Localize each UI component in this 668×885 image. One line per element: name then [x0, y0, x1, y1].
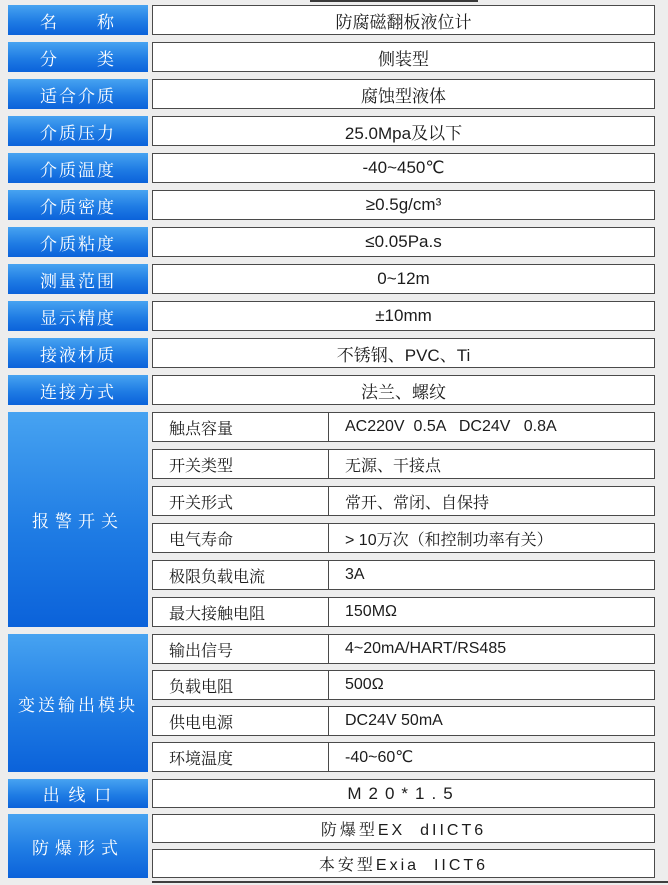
alarm-switch-group	[8, 412, 655, 627]
transmitter-module-group	[8, 634, 655, 772]
row-label: 名 称	[8, 5, 148, 35]
table-row-measuring-range	[8, 264, 655, 294]
group-label: 报警开关	[8, 412, 148, 627]
row-label: 介质密度	[8, 190, 148, 220]
subrow-value: > 10万次（和控制功率有关）	[345, 531, 553, 549]
row-value: 25.0Mpa及以下	[152, 116, 655, 146]
row-label: 介质温度	[8, 153, 148, 183]
explosion-proof-subrows	[152, 814, 655, 878]
table-row-medium-pressure	[8, 116, 655, 146]
subrow-power-supply	[152, 706, 655, 736]
row-value: ±10mm	[152, 301, 655, 331]
subrow-electrical-life	[152, 523, 655, 553]
table-row-connection-type	[8, 375, 655, 405]
table-row-display-accuracy	[8, 301, 655, 331]
subrow-value: AC220V 0.5A DC24V 0.8A	[345, 418, 557, 435]
subrow-value: 150MΩ	[345, 603, 397, 620]
table-row-wetted-material	[8, 338, 655, 368]
subrow-limit-load-current	[152, 560, 655, 590]
table-row-medium-density	[8, 190, 655, 220]
row-label: 介质粘度	[8, 227, 148, 257]
subrow-value: -40~60℃	[345, 749, 414, 766]
row-value: 防腐磁翻板液位计	[152, 5, 655, 35]
subrow-label: 供电电源	[153, 707, 329, 735]
subrow-explosion-proof-ex	[152, 814, 655, 843]
row-value: ≥0.5g/cm³	[152, 190, 655, 220]
row-value: -40~450℃	[152, 153, 655, 183]
subrow-intrinsically-safe	[152, 849, 655, 878]
subrow-label: 环境温度	[153, 743, 329, 771]
subrow-value: 3A	[345, 566, 365, 583]
subrow-label: 电气寿命	[153, 524, 329, 552]
table-row-medium-viscosity	[8, 227, 655, 257]
row-label: 出 线 口	[8, 779, 148, 808]
subrow-label: 开关形式	[153, 487, 329, 515]
subrow-label: 开关类型	[153, 450, 329, 478]
subrow-value: 常开、常闭、自保持	[345, 494, 490, 512]
row-value: 法兰、螺纹	[152, 375, 655, 405]
subrow-value: 500Ω	[345, 676, 384, 693]
row-value: 腐蚀型液体	[152, 79, 655, 109]
row-label: 接液材质	[8, 338, 148, 368]
subrow-ambient-temperature	[152, 742, 655, 772]
row-label: 分 类	[8, 42, 148, 72]
table-row-cable-entry	[8, 779, 655, 808]
row-label: 测量范围	[8, 264, 148, 294]
subrow-value: 防爆型EX dIICT6	[320, 822, 487, 839]
row-label: 显示精度	[8, 301, 148, 331]
group-label: 变送输出模块	[8, 634, 148, 772]
table-row-category	[8, 42, 655, 72]
table-row-name	[8, 5, 655, 35]
subrow-value: 本安型Exia IICT6	[318, 857, 489, 874]
table-row-suitable-medium	[8, 79, 655, 109]
subrow-label: 负载电阻	[153, 671, 329, 699]
subrow-label: 最大接触电阻	[153, 598, 329, 626]
explosion-proof-group	[8, 814, 655, 878]
row-value: 0~12m	[152, 264, 655, 294]
top-crop-line	[310, 0, 478, 2]
subrow-label: 触点容量	[153, 413, 329, 441]
table-row-medium-temperature	[8, 153, 655, 183]
row-label: 适合介质	[8, 79, 148, 109]
subrow-load-resistance	[152, 670, 655, 700]
subrow-contact-capacity	[152, 412, 655, 442]
transmitter-subrows	[152, 634, 655, 772]
subrow-label: 极限负载电流	[153, 561, 329, 589]
subrow-label: 输出信号	[153, 635, 329, 663]
row-value: 侧装型	[152, 42, 655, 72]
subrow-max-contact-resistance	[152, 597, 655, 627]
group-label: 防爆形式	[8, 814, 148, 878]
spec-table	[8, 5, 655, 885]
row-value: 不锈钢、PVC、Ti	[152, 338, 655, 368]
subrow-switch-form	[152, 486, 655, 516]
row-label: 连接方式	[8, 375, 148, 405]
subrow-switch-type	[152, 449, 655, 479]
row-label: 介质压力	[8, 116, 148, 146]
row-value: ≤0.05Pa.s	[152, 227, 655, 257]
subrow-value: 无源、干接点	[345, 457, 442, 475]
subrow-value: 4~20mA/HART/RS485	[345, 640, 507, 657]
subrow-output-signal	[152, 634, 655, 664]
alarm-switch-subrows	[152, 412, 655, 627]
subrow-value: DC24V 50mA	[345, 712, 443, 729]
bottom-crop-line	[152, 881, 668, 883]
row-value: M20*1.5	[152, 779, 655, 808]
